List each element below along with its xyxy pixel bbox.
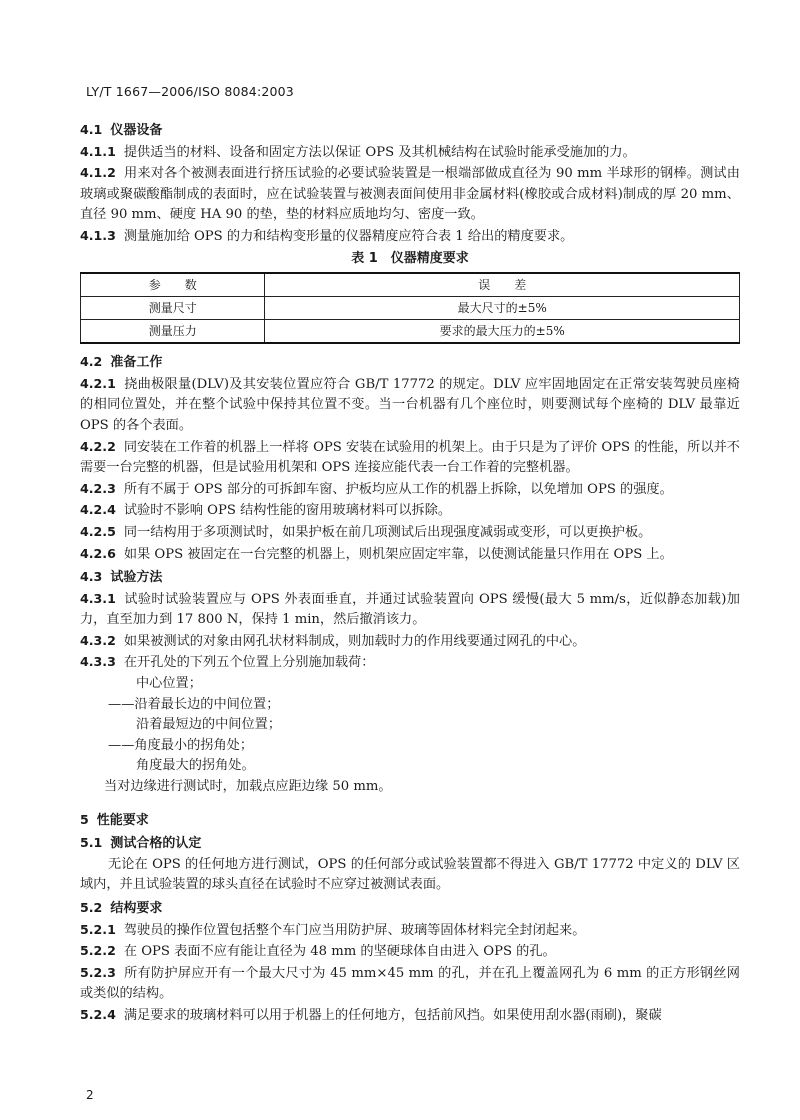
clause-text: 驾驶员的操作位置包括整个车门应当用防护屏、玻璃等固体材料完全封闭起来。 <box>123 922 586 938</box>
clause-5-1-text: 无论在 OPS 的任何地方进行测试，OPS 的任何部分或试验装置都不得进入 GB/T 17772 中定义的 DLV 区域内，并且试验装置的球头直径在试验时不应穿过被测试表面。 <box>80 856 740 893</box>
clause-number: 4.1.3 <box>80 227 116 243</box>
section-number: 5 <box>80 811 89 827</box>
section-title: 试验方法 <box>110 570 163 586</box>
section-5-heading <box>80 810 740 832</box>
table-1-caption: 表 1 仪器精度要求 <box>351 250 469 266</box>
section-title: 结构要求 <box>110 901 163 916</box>
section-number: 5.2 <box>80 900 103 915</box>
clause-4-2-1 <box>80 374 740 437</box>
clause-4-1-1 <box>80 142 740 164</box>
table-cell: 测量压力 <box>81 320 265 344</box>
clause-number: 4.2.6 <box>80 545 116 561</box>
clause-number: 5.2.3 <box>80 964 116 980</box>
section-number: 5.1 <box>80 835 103 851</box>
table-cell: 测量尺寸 <box>81 297 265 320</box>
clause-4-1-2 <box>80 163 740 226</box>
clause-4-2-5 <box>80 522 740 544</box>
clause-5-2-3 <box>80 963 740 1005</box>
clause-text: 在 OPS 表面不应有能让直径为 48 mm 的坚硬球体自由进入 OPS 的孔。 <box>123 944 556 960</box>
clause-text: 所有不属于 OPS 部分的可拆卸车窗、护板均应从工作的机器上拆除，以免增加 OPS 的强度。 <box>123 481 673 497</box>
clause-text: 在开孔处的下列五个位置上分别施加载荷： <box>123 655 375 671</box>
table-1-precision <box>80 272 740 344</box>
clause-4-1-3 <box>80 226 740 248</box>
clause-number: 4.2.4 <box>80 502 116 518</box>
clause-note: 当对边缘进行测试时，加载点应距边缘 50 mm。 <box>104 779 392 795</box>
document-body <box>80 118 740 1027</box>
table-cell: 要求的最大压力的±5% <box>265 320 740 344</box>
clause-text: 测量施加给 OPS 的力和结构变形量的仪器精度应符合表 1 给出的精度要求。 <box>123 228 574 244</box>
list-item: ——沿着最长边的中间位置； <box>108 696 280 712</box>
clause-number: 4.1.2 <box>80 165 116 181</box>
clause-text: 同安装在工作着的机器上一样将 OPS 安装在试验用的机架上。由于只是为了评价 OPS 的性能，所以并不需要一台完整的机器，但是试验用机架和 OPS 连接应能代表一台工作着的完整机器。 <box>80 439 740 476</box>
section-number: 4.2 <box>80 354 103 370</box>
clause-text: 挠曲极限量(DLV)及其安装位置应符合 GB/T 17772 的规定。DLV 应牢固地固定在正常安装驾驶员座椅的相同位置处，并在整个试验中保持其位置不变。当一台机器有几个座位时，则要测试每个座椅的 DLV 最靠近 OPS 的各个表面。 <box>80 376 740 433</box>
section-4-3-heading <box>80 567 740 589</box>
standard-header: LY/T 1667—2006/ISO 8084:2003 <box>86 84 294 99</box>
table-header-cell: 参 数 <box>81 273 265 297</box>
clause-number: 4.2.5 <box>80 523 116 539</box>
clause-text: 提供适当的材料、设备和固定方法以保证 OPS 及其机械结构在试验时能承受施加的力。 <box>123 144 636 160</box>
section-4-2-heading <box>80 352 740 374</box>
clause-number: 4.2.3 <box>80 480 116 496</box>
clause-4-2-6 <box>80 544 740 566</box>
list-item: 沿着最短边的中间位置； <box>136 717 282 733</box>
clause-text: 所有防护屏应开有一个最大尺寸为 45 mm×45 mm 的孔，并在孔上覆盖网孔为 6 mm 的正方形钢丝网或类似的结构。 <box>80 965 740 1002</box>
clause-5-2-4 <box>80 1005 740 1027</box>
table-row <box>81 320 740 344</box>
clause-number: 4.2.2 <box>80 438 116 454</box>
section-number: 4.1 <box>80 122 103 137</box>
clause-number: 5.2.1 <box>80 921 116 937</box>
page-number: 2 <box>86 1088 94 1102</box>
list-item: 角度最大的拐角处。 <box>136 758 255 774</box>
clause-text: 如果被测试的对象由网孔状材料制成，则加载时力的作用线要通过网孔的中心。 <box>123 633 586 649</box>
clause-5-2-2 <box>80 941 740 963</box>
table-header-row <box>81 273 740 297</box>
section-number: 4.3 <box>80 569 103 585</box>
clause-4-2-3 <box>80 479 740 501</box>
clause-number: 4.3.1 <box>80 590 116 606</box>
clause-4-3-2 <box>80 631 740 653</box>
clause-5-2-1 <box>80 920 740 942</box>
table-cell: 最大尺寸的±5% <box>265 297 740 320</box>
clause-text: 试验时不影响 OPS 结构性能的窗用玻璃材料可以拆除。 <box>123 503 452 519</box>
clause-number: 5.2.2 <box>80 943 116 959</box>
list-item: 中心位置； <box>136 676 202 692</box>
clause-number: 4.3.2 <box>80 632 116 648</box>
clause-4-2-4 <box>80 500 740 522</box>
clause-4-3-3 <box>80 652 740 674</box>
clause-number: 4.3.3 <box>80 654 116 670</box>
section-title: 性能要求 <box>96 812 149 828</box>
section-title: 仪器设备 <box>110 123 163 138</box>
clause-4-3-1 <box>80 589 740 631</box>
section-5-2-heading <box>80 898 740 920</box>
clause-text: 试验时试验装置应与 OPS 外表面垂直，并通过试验装置向 OPS 缓慢(最大 5 mm/s，近似静态加载)加力，直至加力到 17 800 N，保持 1 min，然后撤消该力。 <box>80 591 740 628</box>
clause-text: 同一结构用于多项测试时，如果护板在前几项测试后出现强度减弱或变形，可以更换护板。 <box>123 524 652 540</box>
table-header-cell: 误 差 <box>265 273 740 297</box>
clause-number: 4.1.1 <box>80 143 116 159</box>
clause-text: 满足要求的玻璃材料可以用于机器上的任何地方，包括前风挡。如果使用刮水器(雨刷)，聚碳 <box>123 1007 662 1023</box>
table-row <box>81 297 740 320</box>
section-5-1-heading <box>80 833 740 855</box>
clause-4-2-2 <box>80 437 740 479</box>
clause-number: 4.2.1 <box>80 375 116 391</box>
section-4-1-heading <box>80 120 740 142</box>
clause-number: 5.2.4 <box>80 1006 116 1022</box>
section-title: 测试合格的认定 <box>110 836 202 852</box>
clause-text: 用来对各个被测表面进行挤压试验的必要试验装置是一根端部做成直径为 90 mm 半球形的钢棒。测试由玻璃或聚碳酸酯制成的表面时，应在试验装置与被测表面间使用非金属材料(橡胶或合成材料)制成的厚 20 mm、直径 90 mm、硬度 HA 90 的垫，垫的材料应质地均匀、密度一致。 <box>80 166 740 223</box>
clause-text: 如果 OPS 被固定在一台完整的机器上，则机架应固定牢靠，以使测试能量只作用在 OPS 上。 <box>123 546 673 562</box>
section-title: 准备工作 <box>110 355 163 371</box>
list-item: ——角度最小的拐角处； <box>108 737 254 753</box>
